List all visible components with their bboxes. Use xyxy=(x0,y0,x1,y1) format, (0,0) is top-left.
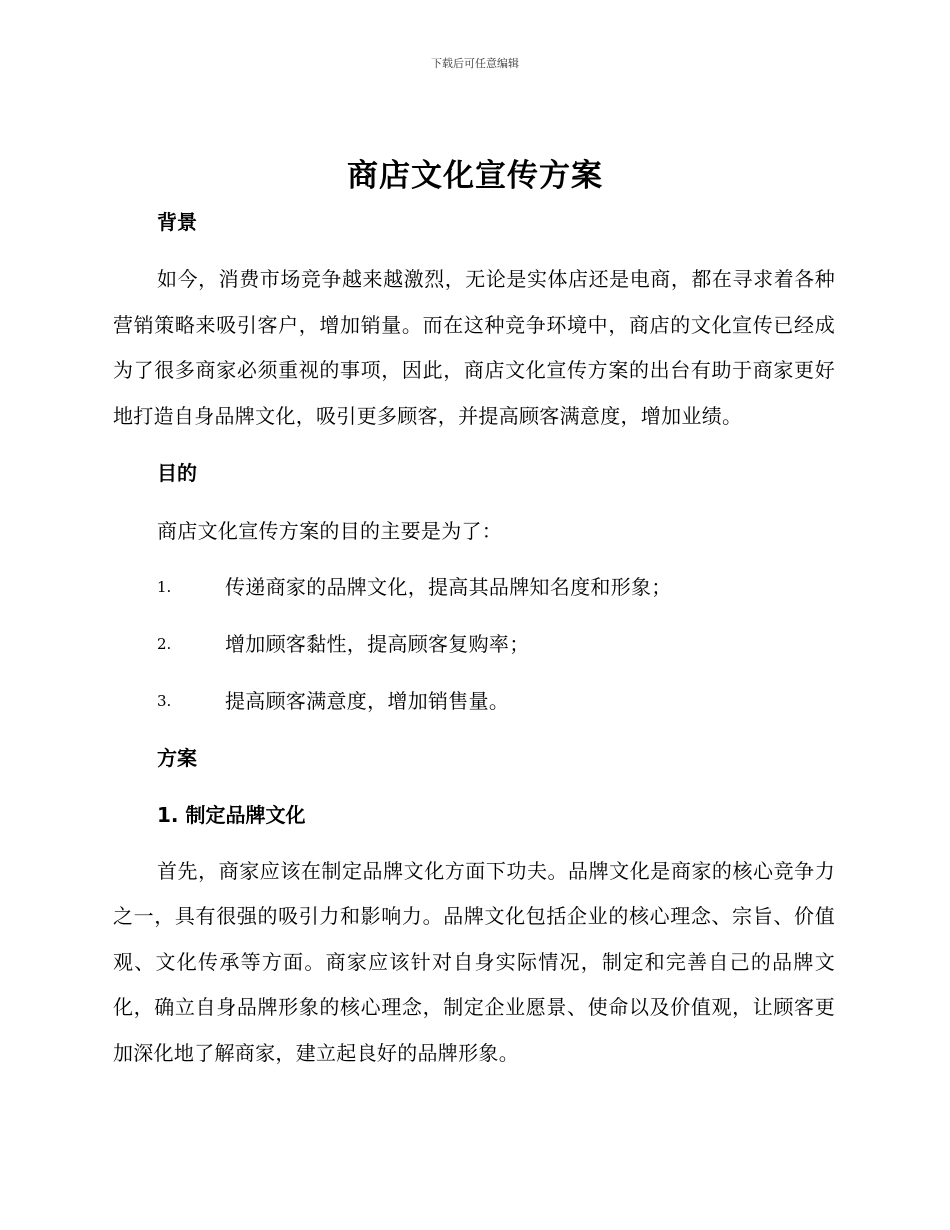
plan-paragraph: 首先，商家应该在制定品牌文化方面下功夫。品牌文化是商家的核心竞争力之一，具有很强的吸引力和影响力。品牌文化包括企业的核心理念、宗旨、价值观、文化传承等方面。商家应该针对自身实际情况，制定和完善自己的品牌文化，确立自身品牌形象的核心理念，制定企业愿景、使命以及价值观，让顾客更加深化地了解商家，建立起良好的品牌形象。 xyxy=(113,858,835,1065)
list-item xyxy=(113,624,835,664)
list-item xyxy=(113,681,835,721)
section-heading-plan: 方案 xyxy=(157,745,197,770)
document-body xyxy=(113,202,835,1076)
section-heading-background: 背景 xyxy=(157,210,197,234)
list-number: 2. xyxy=(157,634,172,653)
list-text: 增加顾客黏性，提高顾客复购率； xyxy=(225,631,530,656)
background-paragraph: 如今，消费市场竞争越来越激烈，无论是实体店还是电商，都在寻求着各种营销策略来吸引客户，增加销量。而在这种竞争环境中，商店的文化宣传已经成为了很多商家必须重视的事项，因此，商店文化宣传方案的出台有助于商家更好地打造自身品牌文化，吸引更多顾客，并提高顾客满意度，增加业绩。 xyxy=(113,267,835,428)
section-heading-purpose: 目的 xyxy=(157,461,197,485)
list-number: 1. xyxy=(157,577,172,596)
subsection-heading-brand-culture: 1. 制定品牌文化 xyxy=(157,802,306,827)
list-item xyxy=(113,567,835,607)
document-title: 商店文化宣传方案 xyxy=(347,158,603,194)
purpose-intro: 商店文化宣传方案的目的主要是为了： xyxy=(157,519,503,543)
list-text: 提高顾客满意度，增加销售量。 xyxy=(225,688,510,713)
list-number: 3. xyxy=(157,691,172,710)
page-header-note: 下载后可任意编辑 xyxy=(431,57,519,70)
list-text: 传递商家的品牌文化，提高其品牌知名度和形象； xyxy=(225,574,672,599)
